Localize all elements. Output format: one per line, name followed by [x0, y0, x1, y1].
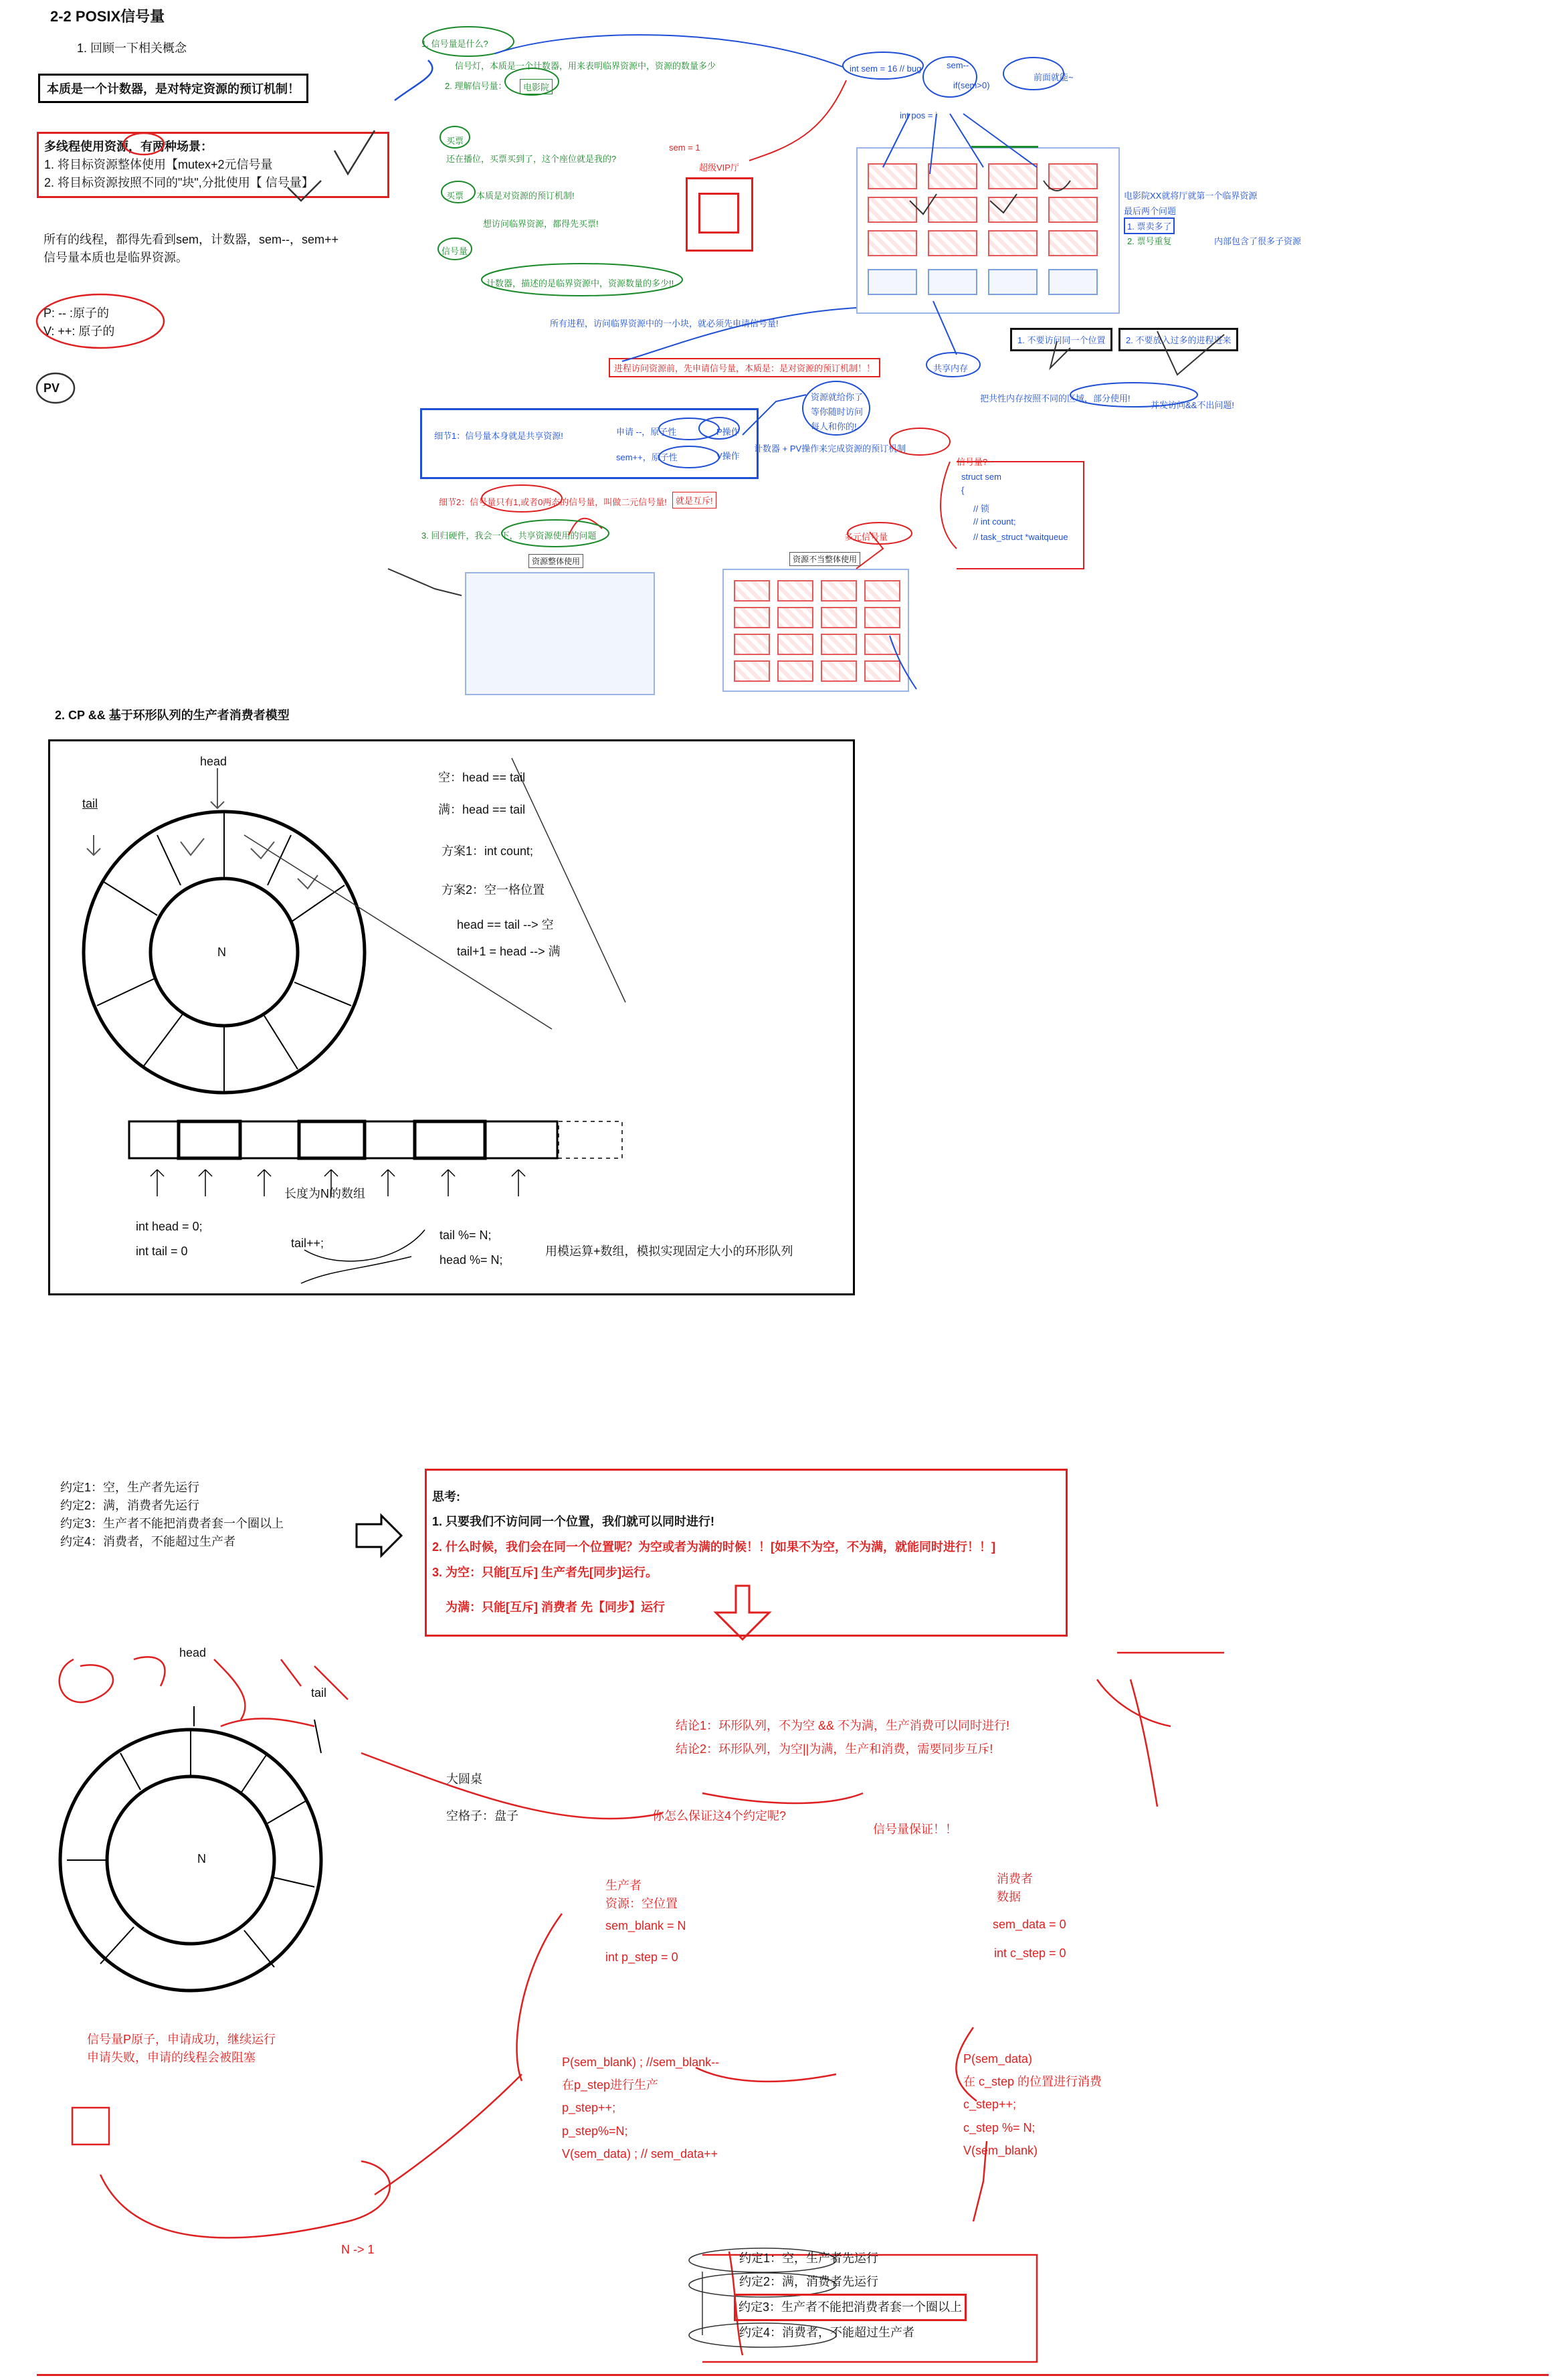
detail2-text: 细节2：信号量只有1,或者0两态的信号量，叫做二元信号量! — [439, 497, 667, 507]
concurrent: 并发访问&&不出问题! — [1151, 400, 1234, 410]
think-title: 思考: — [432, 1490, 460, 1503]
struct-lock: // 锁 — [973, 504, 989, 514]
p-code-line: p_step%=N; — [562, 2124, 628, 2138]
detail1-text: 细节1：信号量本身就是共享资源! — [434, 431, 563, 441]
init-head: int head = 0; — [136, 1220, 203, 1233]
p-step-init: int p_step = 0 — [605, 1950, 678, 1964]
p-op: P操作 — [716, 427, 740, 437]
p-code-line: V(sem_data) ; // sem_data++ — [562, 2146, 718, 2161]
note-q1-desc: 信号灯，本质是一个计数器，用来表明临界资源中，资源的数量多少 — [455, 61, 716, 71]
note-cinema-tag: 电影院 — [520, 79, 553, 94]
plan1: 方案1：int count; — [442, 844, 534, 858]
c-code-line: c_step %= N; — [963, 2120, 1036, 2134]
note-buy1-tag: 买票 — [446, 136, 464, 146]
think-1: 1. 只要我们不访问同一个位置，我们就可以同时进行! — [432, 1515, 715, 1528]
whole-use-tag: 资源整体使用 — [528, 554, 583, 568]
multi-item-1: 1. 将目标资源整体使用【mutex+2元信号量 — [44, 158, 273, 171]
plate-label: 空格子：盘子 — [446, 1809, 518, 1823]
threads-line-1: 所有的线程，都得先看到sem，计数器，sem--，sem++ — [43, 233, 339, 246]
plan2-empty: head == tail --> 空 — [457, 918, 554, 931]
tail-inc: tail++; — [291, 1237, 324, 1250]
conclusion-1: 结论1：环形队列，不为空 && 不为满，生产消费可以同时进行! — [676, 1719, 1010, 1732]
table-label: 大圆桌 — [446, 1772, 482, 1786]
how-question: 你怎么保证这4个约定呢? — [652, 1809, 787, 1823]
right-note-4: 2. 票号重复 — [1127, 236, 1172, 246]
note-buy1: 还在播位，买票买到了，这个座位就是我的? — [446, 154, 617, 164]
front-note: 前面就能~ — [1034, 72, 1074, 82]
review3: 3. 回归硬件，我会一下，共享资源使用的问题 — [421, 531, 597, 541]
ring-head-label: head — [200, 755, 227, 768]
c-code-line: c_step++; — [963, 2098, 1017, 2112]
struct-sem: struct sem — [961, 472, 1001, 482]
no-same-pos-box: 1. 不要访问同一个位置 — [1010, 328, 1112, 351]
sem-dec-code: sem-- — [947, 60, 969, 70]
conclusion-2: 结论2：环形队列，为空||为满，生产和消费，需要同步互斥! — [676, 1742, 993, 1756]
share-mem: 共享内存 — [933, 363, 969, 373]
c-step-init: int c_step = 0 — [994, 1946, 1066, 1960]
simulation-note: 用模运算+数组，模拟实现固定大小的环形队列 — [545, 1245, 793, 1258]
think-box — [425, 1469, 1068, 1637]
p-line: P: -- :原子的 — [43, 306, 109, 320]
ring-queue-panel — [48, 739, 855, 1295]
note-counter: 计数器，描述的是临界资源中，资源数量的多少!! — [486, 278, 674, 288]
right-note-5: 内部包含了很多子资源 — [1214, 236, 1302, 246]
note-sig-tag: 信号量 — [442, 246, 468, 256]
note-buy2: 本质是对资源的预订机制! — [476, 191, 575, 201]
no-overflow-box: 2. 不要放入过多的进程进来 — [1118, 328, 1238, 351]
right-arrow-icon — [357, 1516, 401, 1556]
struct-count: // int count; — [973, 517, 1016, 527]
rule-1: 约定1：空，生产者先运行 — [60, 1481, 200, 1494]
v-op: V操作 — [716, 451, 740, 461]
apply-dec: 申请 --，原子性 — [616, 427, 677, 437]
res-ready: 资源就给你了 — [811, 392, 864, 402]
plan2: 方案2：空一格位置 — [442, 883, 545, 897]
pos-code: int pos = i — [900, 110, 938, 120]
n-arrow-label: N -> 1 — [341, 2243, 375, 2256]
note-q2: 2. 理解信号量： — [445, 81, 507, 91]
ring-n-label: N — [217, 945, 226, 959]
rule-2: 约定2：满，消费者先运行 — [60, 1499, 200, 1512]
producer-block — [605, 1877, 686, 1966]
plan2-full: tail+1 = head --> 满 — [457, 945, 561, 958]
threads-line-2: 信号量本质也是临界资源。 — [43, 251, 188, 264]
sig-p-line: 信号量P原子，申请成功，继续运行 — [87, 2033, 276, 2046]
ring-diagram — [50, 741, 853, 1293]
rule-3: 约定3：生产者不能把消费者套一个圈以上 — [60, 1517, 284, 1530]
multi-title: 多线程使用资源，有两种场景： — [44, 140, 213, 153]
ring2-n-label: N — [197, 1852, 206, 1865]
mod-tail: tail %= N; — [439, 1228, 492, 1242]
counter-pv: 计数器 + PV操作来完成资源的预订机制 — [754, 444, 906, 454]
guarantee-answer: 信号量保证！！ — [873, 1823, 957, 1836]
sem-data: sem_data = 0 — [993, 1918, 1066, 1931]
mutex-tag: 就是互斥! — [672, 492, 716, 509]
producer-title: 生产者 — [605, 1879, 642, 1892]
c-code-line: P(sem_data) — [963, 2052, 1033, 2066]
sem-if-code: if(sem>0) — [953, 80, 990, 90]
p-code-line: P(sem_blank) ; //sem_blank-- — [562, 2055, 720, 2069]
think-4: 为满：只能[互斥] 消费者 先【同步】运行 — [446, 1600, 665, 1614]
c-code-line: 在 c_step 的位置进行消费 — [963, 2075, 1102, 2089]
struct-brace: { — [961, 485, 965, 495]
section-title: 2-2 POSIX信号量 — [50, 8, 165, 25]
right-note-2: 最后两个问题 — [1124, 206, 1177, 216]
producer-code — [562, 2051, 719, 2165]
right-note-3: 1. 票卖多了 — [1124, 217, 1175, 234]
sig-block-line: 申请失败，申请的线程会被阻塞 — [87, 2051, 256, 2064]
consumer-code — [963, 2047, 1102, 2162]
notes-annotations — [0, 0, 1568, 703]
consumer-block — [993, 1870, 1066, 1962]
rule-repeat-4: 约定4：消费者，不能超过生产者 — [739, 2326, 915, 2340]
rule-4: 约定4：消费者，不能超过生产者 — [60, 1535, 236, 1548]
v-line: V: ++: 原子的 — [43, 325, 115, 338]
ring2-tail-label: tail — [311, 1686, 327, 1700]
consumer-title: 消费者 — [997, 1872, 1033, 1886]
vip-room: 超级VIP厅 — [699, 163, 739, 173]
res-how: 等你随时访问 — [811, 407, 864, 417]
rule-repeat-1: 约定1：空，生产者先运行 — [739, 2252, 879, 2265]
share-split: 把共性内存按照不同的区域，部分使用! — [980, 393, 1131, 403]
producer-resource: 资源：空位置 — [605, 1897, 678, 1910]
multi-item-2: 2. 将目标资源按照不同的"块",分批使用【 信号量】 — [44, 176, 314, 189]
ring-tail-label: tail — [82, 797, 98, 810]
bottom-divider — [37, 2374, 1549, 2376]
section-subtitle: 1. 回顾一下相关概念 — [77, 41, 187, 55]
sem16-code: int sem = 16 // bug — [850, 64, 922, 74]
right-note-1: 电影院XX就将厅就第一个临界资源 — [1124, 191, 1258, 201]
full-cond: 满：head == tail — [438, 803, 526, 816]
section2-title: 2. CP && 基于环形队列的生产者消费者模型 — [55, 709, 290, 722]
rules-repeat — [739, 2247, 967, 2345]
note-all-proc: 所有进程，访问临界资源中的一小块，就必须先申请信号量! — [550, 318, 779, 329]
pv-label: PV — [43, 381, 60, 395]
rule-repeat-3: 约定3：生产者不能把消费者套一个圈以上 — [734, 2294, 967, 2321]
release-inc: sem++，原子性 — [616, 452, 678, 462]
struct-waitqueue: // task_struct *waitqueue — [973, 532, 1068, 542]
multi-sig: 多元信号量 — [844, 532, 888, 542]
p-code-line: p_step++; — [562, 2101, 616, 2115]
essence-box: 本质是一个计数器，是对特定资源的预订机制！ — [38, 74, 308, 103]
not-whole-use-tag: 资源不当整体使用 — [789, 552, 860, 566]
res-who: 每人和你的! — [811, 422, 857, 432]
init-tail: int tail = 0 — [136, 1245, 188, 1258]
rule-repeat-2: 约定2：满，消费者先运行 — [739, 2275, 879, 2289]
note-buy3: 想访问临界资源，都得先买票! — [483, 219, 599, 229]
sem-eq-1: sem = 1 — [669, 143, 700, 153]
think-3: 3. 为空：只能[互斥] 生产者先[同步]运行。 — [432, 1566, 658, 1579]
sig-note — [87, 2031, 276, 2067]
note-red-box: 进程访问资源前，先申请信号量，本质是：是对资源的预订机制！！ — [609, 358, 880, 377]
sem-blank: sem_blank = N — [605, 1919, 686, 1932]
ring2-head-label: head — [179, 1646, 207, 1659]
c-code-line: V(sem_blank) — [963, 2143, 1038, 2157]
note-q1: 1. 信号量是什么? — [421, 39, 488, 49]
array-label: 长度为N的数组 — [284, 1187, 365, 1200]
note-buy2-tag: 买票 — [446, 191, 464, 201]
think-2: 2. 什么时候，我们会在同一个位置呢？为空或者为满的时候！！[如果不为空，不为满，就能同时进行！！] — [432, 1540, 995, 1554]
mod-head: head %= N; — [439, 1253, 503, 1267]
consumer-resource: 数据 — [997, 1890, 1021, 1904]
empty-cond: 空：head == tail — [438, 771, 526, 784]
sig-what: 信号量? — [957, 457, 988, 467]
p-code-line: 在p_step进行生产 — [562, 2078, 659, 2092]
